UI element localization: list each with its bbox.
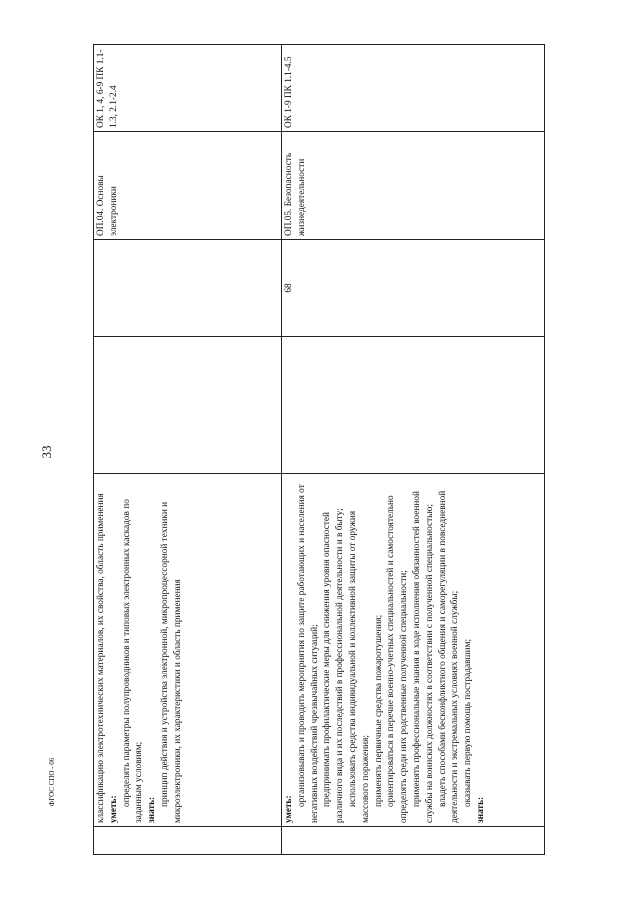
requirement-item: применять первичные средства пожаротушения; xyxy=(373,614,384,807)
requirement-item: предпринимать профилактические меры для снижения уровня опасностей различного вида и их последствий в профессиональной деятельности и в быту; xyxy=(322,508,346,823)
hours-cell: 68 xyxy=(282,240,545,337)
standard-table xyxy=(93,44,545,855)
footer-code: ФГОС СПО - 06 xyxy=(48,757,56,807)
umet-label: уметь: xyxy=(108,795,119,823)
hours-cell xyxy=(94,240,282,337)
requirement-item: оказывать первую помощь пострадавшим; xyxy=(463,638,474,807)
requirement-item: применять профессиональные знания в ходе исполнения обязанностей военной службы на воинских должностях в соответствии с полученной специальностью; xyxy=(411,491,435,823)
discipline-cell: ОП.05. Безопасность жизнедеятельности xyxy=(282,132,545,240)
competencies-cell: ОК 1-9 ПК 1.1-4.5 xyxy=(282,45,545,132)
max-hours-cell xyxy=(282,337,545,474)
index-cell xyxy=(94,827,282,855)
table-row xyxy=(94,45,282,855)
competencies-cell: ОК 1, 4, 6-9 ПК 1.1-1.3, 2.1-2.4 xyxy=(94,45,282,132)
umet-label: уметь: xyxy=(284,795,294,823)
page-number: 33 xyxy=(39,445,54,459)
table-row xyxy=(282,45,545,855)
discipline-cell: ОП.04. Основы электроники xyxy=(94,132,282,240)
index-cell xyxy=(282,827,545,855)
requirement-item: определять параметры полупроводников и типовых электронных каскадов по заданным условиям; xyxy=(121,499,145,823)
znat-label: знать: xyxy=(147,796,158,823)
znat-label: знать: xyxy=(475,796,486,823)
requirements-intro: классификацию электротехнических материалов, их свойства, область применения xyxy=(96,493,106,823)
requirement-item: организовывать и проводить мероприятия по защите работающих и населения от негативных воздействий чрезвычайных ситуаций; xyxy=(296,484,320,823)
requirement-item: владеть способами бесконфликтного общения и саморегуляции в повседневной деятельности и экстремальных условиях военной службы; xyxy=(437,490,461,823)
rotated-table-wrapper xyxy=(93,45,545,855)
requirements-cell xyxy=(282,474,545,827)
requirements-cell xyxy=(94,474,282,827)
requirement-item: принцип действия и устройства электронной, микропроцессорной техники и микроэлектроники, их характеристики и область применения xyxy=(159,501,183,823)
max-hours-cell xyxy=(94,337,282,474)
requirement-item: ориентироваться в перечне военно-учетных специальностей и самостоятельно определять среди них родственные полученной специальности; xyxy=(386,495,410,823)
requirement-item: использовать средства индивидуальной и коллективной защиты от оружия массового поражения; xyxy=(347,510,371,823)
